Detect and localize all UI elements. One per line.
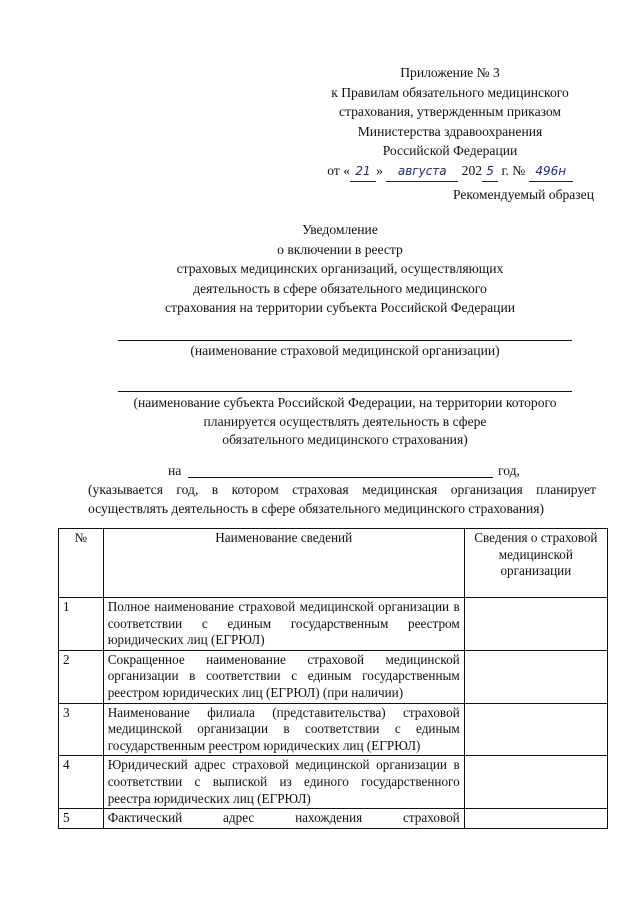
table-header-row [59, 529, 608, 598]
handwritten-day: 21 [350, 162, 376, 183]
table-row [59, 703, 608, 756]
year-suffix-label: год, [498, 463, 520, 478]
row-number: 3 [59, 703, 104, 756]
recommended-sample-label: Рекомендуемый образец [453, 187, 594, 202]
year-prefix-label: на [168, 463, 182, 478]
appendix-header [300, 63, 600, 182]
subject-caption-line-3: обязательного медицинского страхования) [222, 432, 468, 447]
row-description: Полное наименование страховой медицинской организации в соответствии с единым государственным реестром юридических лиц (ЕГРЮЛ) [103, 598, 464, 651]
year-note-line-1: (указывается год, в котором страховая медицинская организация планирует [88, 482, 596, 497]
row-number: 4 [59, 756, 104, 809]
row-value-cell[interactable] [464, 756, 607, 809]
appendix-line-ministry: Министерства здравоохранения [357, 123, 543, 139]
notice-title [90, 220, 590, 318]
year-note-line-2: осуществлять деятельность в сфере обязательного медицинского страхования) [88, 500, 545, 516]
date-quote-close: » [376, 162, 383, 178]
subject-name-caption [70, 394, 620, 450]
subject-caption-line-1: (наименование субъекта Российской Федерации, на территории которого [133, 395, 557, 410]
row-description: Фактический адрес нахождения страховой [103, 809, 464, 829]
subject-caption-line-2: планируется осуществлять деятельность в сфере [203, 413, 487, 429]
table-row [59, 809, 608, 829]
handwritten-year-digit: 5 [482, 162, 498, 183]
appendix-line-rules: к Правилам обязательного медицинского [331, 84, 569, 100]
appendix-line-approved: страхования, утвержденным приказом [338, 104, 562, 119]
table-row [59, 650, 608, 703]
info-table [58, 528, 608, 829]
appendix-line-federation: Российской Федерации [382, 143, 518, 158]
header-info: Сведения о страховой медицинской организации [464, 529, 607, 598]
subject-name-field-line[interactable] [118, 391, 572, 392]
notice-title-line-5: страхования на территории субъекта Российской Федерации [164, 300, 516, 316]
org-name-caption: (наименование страховой медицинской организации) [190, 343, 500, 358]
row-number: 1 [59, 598, 104, 651]
handwritten-month: августа [386, 162, 458, 183]
row-value-cell[interactable] [464, 598, 607, 651]
appendix-title: Приложение № 3 [400, 65, 500, 80]
table-row [59, 598, 608, 651]
header-name: Наименование сведений [103, 529, 464, 598]
row-value-cell[interactable] [464, 703, 607, 756]
row-value-cell[interactable] [464, 809, 607, 829]
row-description: Наименование филиала (представительства) страховой медицинской организации в соответствии с единым государственным реестром юридических лиц (ЕГРЮЛ) [103, 703, 464, 756]
row-number: 2 [59, 650, 104, 703]
row-description: Юридический адрес страховой медицинской организации в соответствии с выпиской из единого государственного реестра юридических лиц (ЕГРЮЛ) [103, 756, 464, 809]
row-number: 5 [59, 809, 104, 829]
notice-title-line-1: Уведомление [302, 222, 378, 237]
notice-title-line-4: деятельность в сфере обязательного медицинского [193, 280, 487, 296]
order-date-line [300, 161, 600, 183]
org-name-field-line[interactable] [118, 340, 572, 341]
notice-title-line-2: о включении в реестр [277, 241, 403, 257]
year-note [88, 481, 596, 518]
notice-title-line-3: страховых медицинских организаций, осуществляющих [176, 261, 504, 277]
table-row [59, 756, 608, 809]
row-value-cell[interactable] [464, 650, 607, 703]
header-number: № [59, 529, 104, 598]
order-number-prefix: г. № [501, 162, 526, 178]
year-field-line[interactable] [188, 477, 493, 478]
date-prefix: от « [327, 162, 351, 178]
handwritten-order-number: 496н [529, 162, 573, 183]
year-prefix: 202 [461, 162, 483, 178]
row-description: Сокращенное наименование страховой медицинской организации в соответствии с единым государственным реестром юридических лиц (ЕГРЮЛ) (при наличии) [103, 650, 464, 703]
